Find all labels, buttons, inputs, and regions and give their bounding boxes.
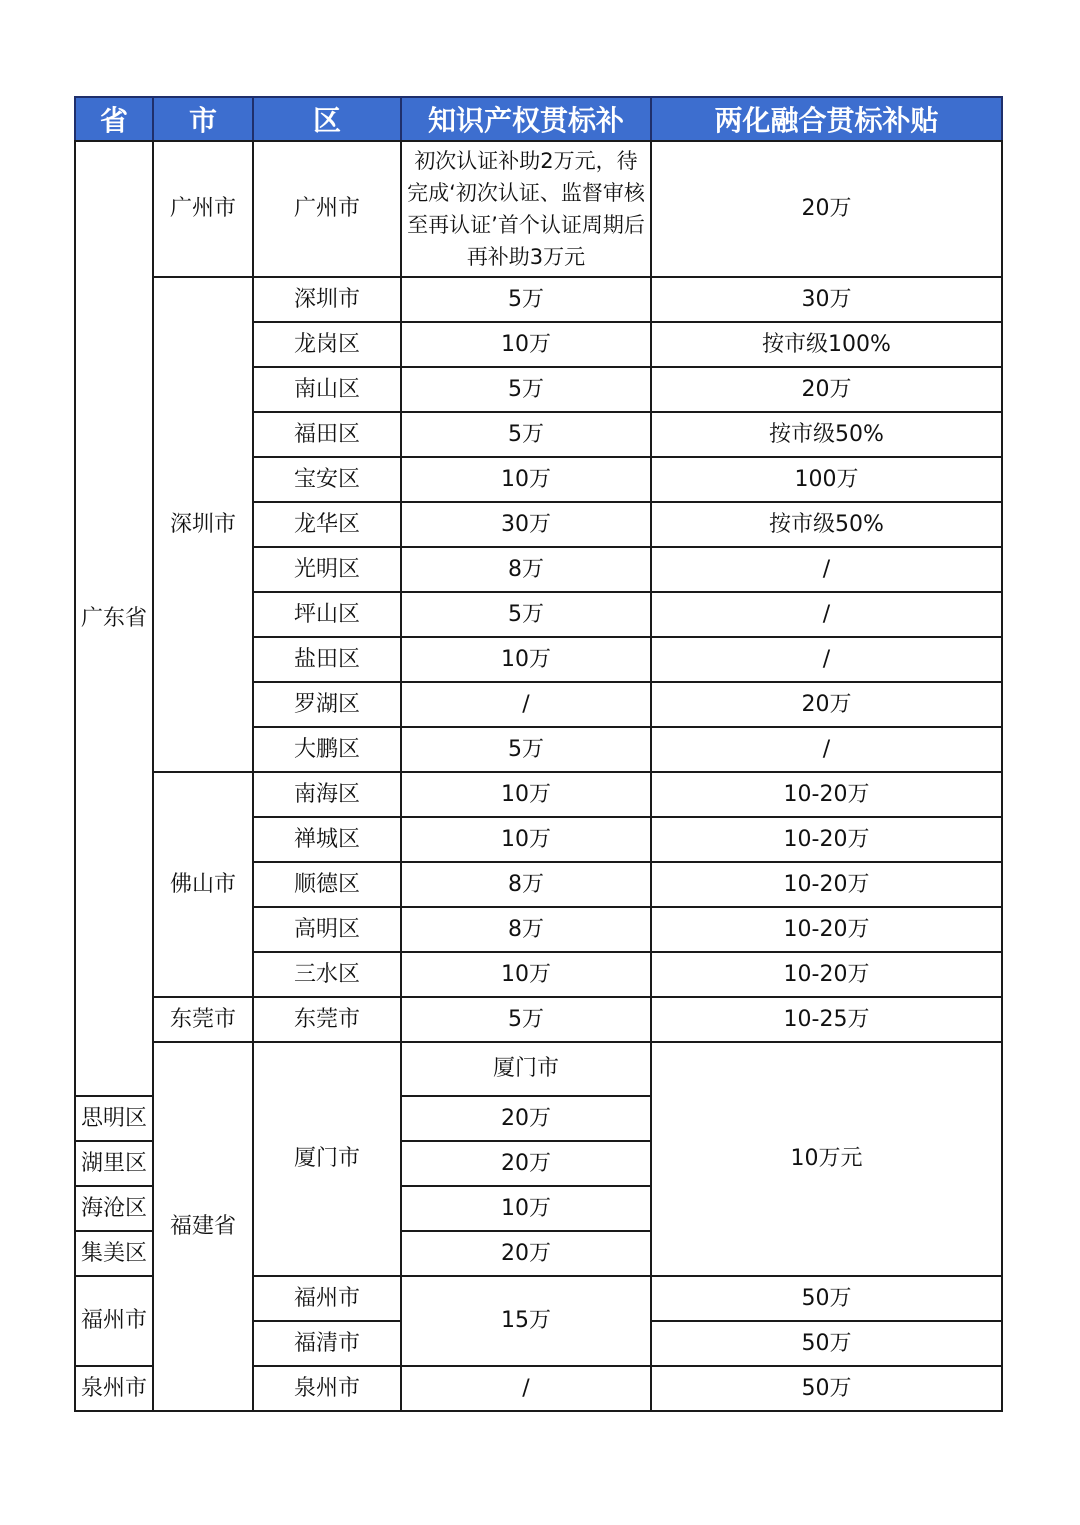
fusion-subsidy-cell: 10万: [401, 1186, 651, 1231]
city-cell: 福州市: [75, 1276, 153, 1366]
fusion-subsidy-cell: 20万: [651, 141, 1002, 277]
fusion-subsidy-cell: 50万: [651, 1366, 1002, 1411]
ip-subsidy-cell: 8万: [401, 862, 651, 907]
district-cell: 大鹏区: [253, 727, 401, 772]
district-cell: 龙岗区: [253, 322, 401, 367]
district-cell: 福清市: [253, 1321, 401, 1366]
fusion-subsidy-cell: /: [651, 547, 1002, 592]
district-cell: 宝安区: [253, 457, 401, 502]
district-cell: 三水区: [253, 952, 401, 997]
fusion-subsidy-cell: 按市级100%: [651, 322, 1002, 367]
ip-subsidy-cell: 8万: [401, 907, 651, 952]
ip-subsidy-cell: 10万元: [651, 1042, 1002, 1276]
table-row: [75, 141, 1002, 277]
city-cell: 广州市: [153, 141, 253, 277]
city-cell: 厦门市: [253, 1042, 401, 1276]
district-cell: 禅城区: [253, 817, 401, 862]
province-cell: 福建省: [153, 1042, 253, 1411]
header-ip-subsidy: 知识产权贯标补: [401, 97, 651, 141]
city-cell: 泉州市: [75, 1366, 153, 1411]
fusion-subsidy-cell: 10-20万: [651, 772, 1002, 817]
district-cell: 海沧区: [75, 1186, 153, 1231]
ip-subsidy-cell: /: [401, 682, 651, 727]
ip-subsidy-cell: 5万: [401, 412, 651, 457]
fusion-subsidy-cell: /: [651, 637, 1002, 682]
fusion-subsidy-cell: 20万: [651, 367, 1002, 412]
fusion-subsidy-cell: 10-20万: [651, 817, 1002, 862]
ip-subsidy-cell: /: [401, 1366, 651, 1411]
ip-subsidy-cell: 5万: [401, 997, 651, 1042]
fusion-subsidy-cell: 20万: [401, 1141, 651, 1186]
district-cell: 顺德区: [253, 862, 401, 907]
ip-subsidy-cell: 10万: [401, 457, 651, 502]
fusion-subsidy-cell: /: [651, 727, 1002, 772]
table-row: [75, 277, 1002, 322]
district-cell: 东莞市: [253, 997, 401, 1042]
header-fusion-subsidy: 两化融合贯标补贴: [651, 97, 1002, 141]
table-row: [75, 1042, 1002, 1096]
fusion-subsidy-cell: 按市级50%: [651, 412, 1002, 457]
ip-subsidy-cell: 10万: [401, 637, 651, 682]
district-cell: 湖里区: [75, 1141, 153, 1186]
district-cell: 南海区: [253, 772, 401, 817]
province-cell: 广东省: [75, 141, 153, 1096]
district-cell: 南山区: [253, 367, 401, 412]
district-cell: 深圳市: [253, 277, 401, 322]
ip-subsidy-cell: 5万: [401, 367, 651, 412]
ip-subsidy-cell: 10万: [401, 772, 651, 817]
fusion-subsidy-cell: 50万: [651, 1321, 1002, 1366]
district-cell: 龙华区: [253, 502, 401, 547]
subsidy-table: [74, 96, 1003, 1412]
fusion-subsidy-cell: 10-20万: [651, 952, 1002, 997]
city-cell: 佛山市: [153, 772, 253, 997]
district-cell: 泉州市: [253, 1366, 401, 1411]
district-cell: 福田区: [253, 412, 401, 457]
district-cell: 厦门市: [401, 1042, 651, 1096]
fusion-subsidy-cell: 20万: [651, 682, 1002, 727]
district-cell: 高明区: [253, 907, 401, 952]
district-cell: 思明区: [75, 1096, 153, 1141]
city-cell: 深圳市: [153, 277, 253, 772]
district-cell: 盐田区: [253, 637, 401, 682]
fusion-subsidy-cell: 10-20万: [651, 862, 1002, 907]
ip-subsidy-cell: 5万: [401, 592, 651, 637]
table-row: [75, 997, 1002, 1042]
fusion-subsidy-cell: 10-25万: [651, 997, 1002, 1042]
district-cell: 坪山区: [253, 592, 401, 637]
ip-subsidy-cell: 30万: [401, 502, 651, 547]
ip-subsidy-cell: 5万: [401, 277, 651, 322]
fusion-subsidy-cell: 30万: [651, 277, 1002, 322]
fusion-subsidy-cell: 按市级50%: [651, 502, 1002, 547]
ip-subsidy-cell: 15万: [401, 1276, 651, 1366]
fusion-subsidy-cell: 50万: [651, 1276, 1002, 1321]
fusion-subsidy-cell: 10-20万: [651, 907, 1002, 952]
header-city: 市: [153, 97, 253, 141]
city-cell: 东莞市: [153, 997, 253, 1042]
table-row: [75, 772, 1002, 817]
ip-subsidy-cell: 10万: [401, 952, 651, 997]
ip-subsidy-cell: 8万: [401, 547, 651, 592]
fusion-subsidy-cell: /: [651, 592, 1002, 637]
fusion-subsidy-cell: 100万: [651, 457, 1002, 502]
district-cell: 广州市: [253, 141, 401, 277]
fusion-subsidy-cell: 20万: [401, 1231, 651, 1276]
header-row: [75, 97, 1002, 141]
district-cell: 罗湖区: [253, 682, 401, 727]
fusion-subsidy-cell: 20万: [401, 1096, 651, 1141]
ip-subsidy-cell: 初次认证补助2万元，待完成‘初次认证、监督审核至再认证’首个认证周期后再补助3万元: [401, 141, 651, 277]
ip-subsidy-cell: 10万: [401, 817, 651, 862]
district-cell: 集美区: [75, 1231, 153, 1276]
header-district: 区: [253, 97, 401, 141]
ip-subsidy-cell: 5万: [401, 727, 651, 772]
header-province: 省: [75, 97, 153, 141]
ip-subsidy-cell: 10万: [401, 322, 651, 367]
district-cell: 光明区: [253, 547, 401, 592]
district-cell: 福州市: [253, 1276, 401, 1321]
